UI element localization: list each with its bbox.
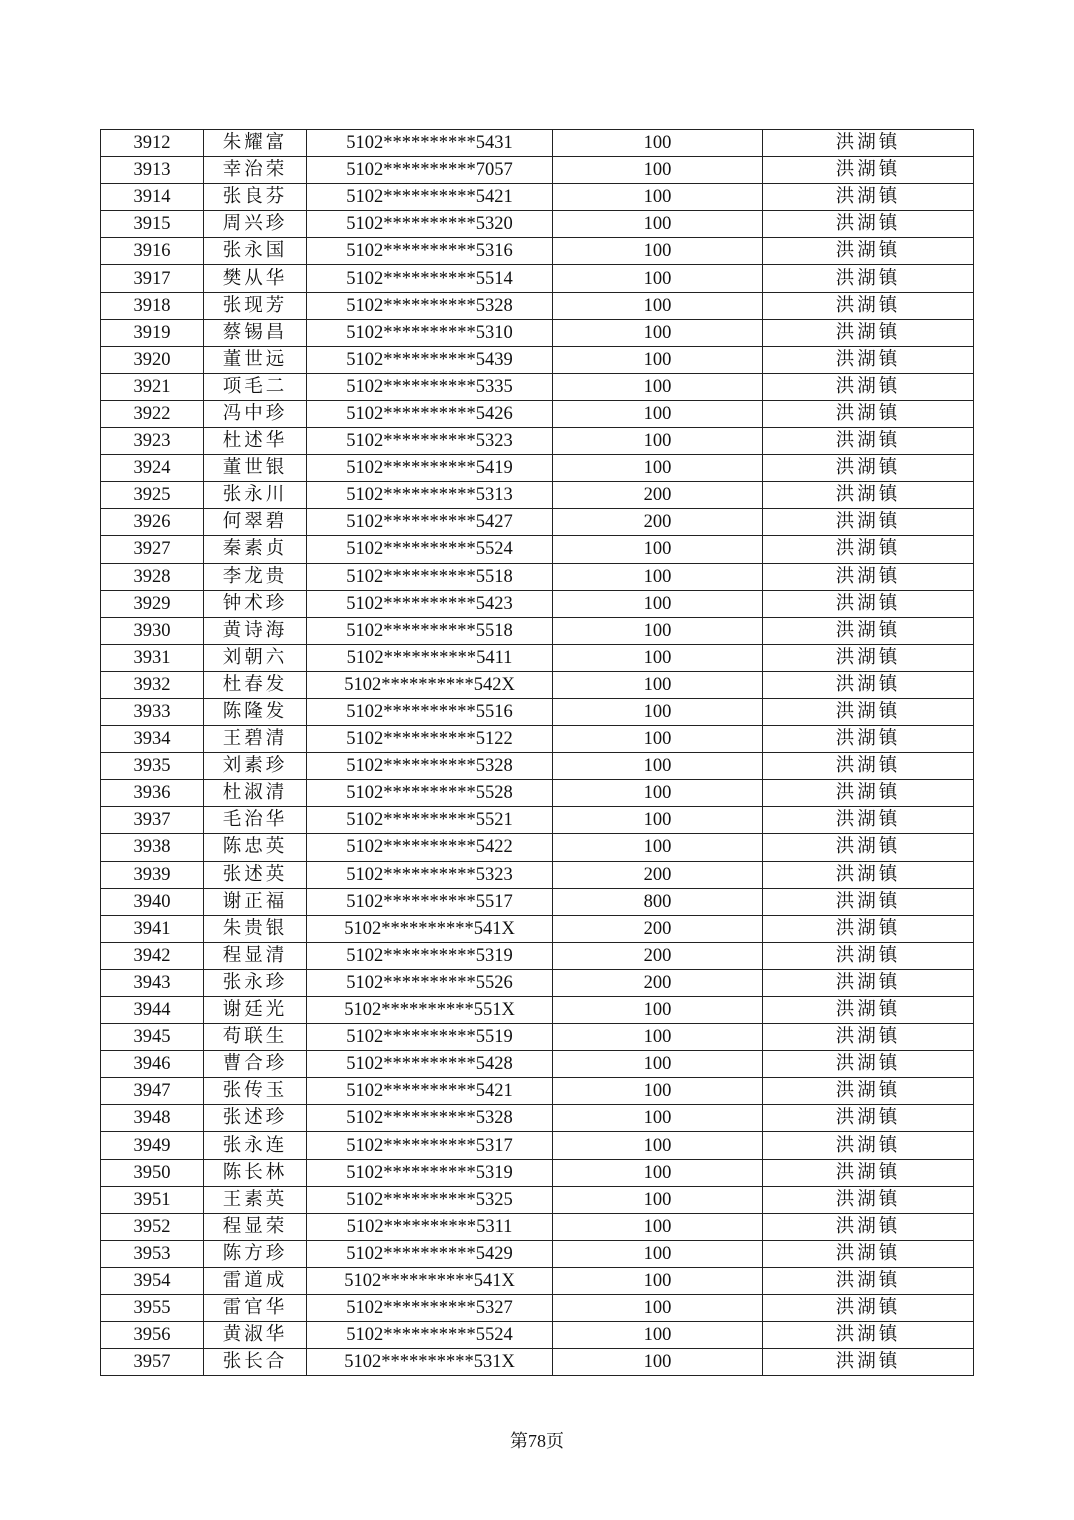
amount-cell: 100 bbox=[553, 563, 763, 590]
amount-cell: 100 bbox=[553, 644, 763, 671]
town-cell: 洪湖镇 bbox=[763, 373, 974, 400]
name-cell: 毛治华 bbox=[204, 807, 307, 834]
id-number-cell: 5102**********5428 bbox=[307, 1051, 553, 1078]
row-index-cell: 3948 bbox=[101, 1105, 204, 1132]
amount-cell: 100 bbox=[553, 1159, 763, 1186]
amount-cell: 100 bbox=[553, 753, 763, 780]
table-row bbox=[101, 915, 974, 942]
row-index-cell: 3940 bbox=[101, 888, 204, 915]
row-index-cell: 3937 bbox=[101, 807, 204, 834]
town-cell: 洪湖镇 bbox=[763, 1295, 974, 1322]
town-cell: 洪湖镇 bbox=[763, 1024, 974, 1051]
id-number-cell: 5102**********5526 bbox=[307, 969, 553, 996]
table-row bbox=[101, 1322, 974, 1349]
table-row bbox=[101, 536, 974, 563]
table-row bbox=[101, 292, 974, 319]
town-cell: 洪湖镇 bbox=[763, 1267, 974, 1294]
row-index-cell: 3953 bbox=[101, 1240, 204, 1267]
town-cell: 洪湖镇 bbox=[763, 753, 974, 780]
amount-cell: 100 bbox=[553, 1349, 763, 1376]
table-row bbox=[101, 780, 974, 807]
id-number-cell: 5102**********5518 bbox=[307, 617, 553, 644]
table-row bbox=[101, 1051, 974, 1078]
amount-cell: 100 bbox=[553, 1267, 763, 1294]
id-number-cell: 5102**********531X bbox=[307, 1349, 553, 1376]
town-cell: 洪湖镇 bbox=[763, 888, 974, 915]
amount-cell: 100 bbox=[553, 428, 763, 455]
table-row bbox=[101, 942, 974, 969]
id-number-cell: 5102**********5517 bbox=[307, 888, 553, 915]
name-cell: 朱贵银 bbox=[204, 915, 307, 942]
amount-cell: 100 bbox=[553, 1024, 763, 1051]
table-row bbox=[101, 319, 974, 346]
row-index-cell: 3919 bbox=[101, 319, 204, 346]
amount-cell: 100 bbox=[553, 1240, 763, 1267]
id-number-cell: 5102**********5328 bbox=[307, 1105, 553, 1132]
town-cell: 洪湖镇 bbox=[763, 1051, 974, 1078]
town-cell: 洪湖镇 bbox=[763, 861, 974, 888]
id-number-cell: 5102**********5422 bbox=[307, 834, 553, 861]
town-cell: 洪湖镇 bbox=[763, 726, 974, 753]
name-cell: 董世远 bbox=[204, 346, 307, 373]
town-cell: 洪湖镇 bbox=[763, 130, 974, 157]
table-row bbox=[101, 834, 974, 861]
amount-cell: 100 bbox=[553, 1295, 763, 1322]
town-cell: 洪湖镇 bbox=[763, 1240, 974, 1267]
row-index-cell: 3934 bbox=[101, 726, 204, 753]
row-index-cell: 3913 bbox=[101, 157, 204, 184]
row-index-cell: 3955 bbox=[101, 1295, 204, 1322]
name-cell: 张长合 bbox=[204, 1349, 307, 1376]
name-cell: 朱耀富 bbox=[204, 130, 307, 157]
id-number-cell: 5102**********5122 bbox=[307, 726, 553, 753]
table-row bbox=[101, 1024, 974, 1051]
id-number-cell: 5102**********5317 bbox=[307, 1132, 553, 1159]
name-cell: 苟联生 bbox=[204, 1024, 307, 1051]
table-row bbox=[101, 1349, 974, 1376]
amount-cell: 100 bbox=[553, 780, 763, 807]
amount-cell: 100 bbox=[553, 807, 763, 834]
table-row bbox=[101, 1078, 974, 1105]
amount-cell: 200 bbox=[553, 942, 763, 969]
row-index-cell: 3946 bbox=[101, 1051, 204, 1078]
table-row bbox=[101, 482, 974, 509]
amount-cell: 100 bbox=[553, 1105, 763, 1132]
name-cell: 周兴珍 bbox=[204, 211, 307, 238]
id-number-cell: 5102**********5528 bbox=[307, 780, 553, 807]
town-cell: 洪湖镇 bbox=[763, 482, 974, 509]
name-cell: 雷道成 bbox=[204, 1267, 307, 1294]
id-number-cell: 5102**********5323 bbox=[307, 428, 553, 455]
table-row bbox=[101, 509, 974, 536]
row-index-cell: 3951 bbox=[101, 1186, 204, 1213]
name-cell: 张永连 bbox=[204, 1132, 307, 1159]
table-row bbox=[101, 184, 974, 211]
id-number-cell: 5102**********542X bbox=[307, 671, 553, 698]
table-row bbox=[101, 698, 974, 725]
table-row bbox=[101, 1295, 974, 1322]
table-row bbox=[101, 888, 974, 915]
id-number-cell: 5102**********5439 bbox=[307, 346, 553, 373]
town-cell: 洪湖镇 bbox=[763, 807, 974, 834]
row-index-cell: 3957 bbox=[101, 1349, 204, 1376]
town-cell: 洪湖镇 bbox=[763, 292, 974, 319]
table-row bbox=[101, 1186, 974, 1213]
town-cell: 洪湖镇 bbox=[763, 915, 974, 942]
row-index-cell: 3914 bbox=[101, 184, 204, 211]
town-cell: 洪湖镇 bbox=[763, 1105, 974, 1132]
table-row bbox=[101, 617, 974, 644]
id-number-cell: 5102**********5328 bbox=[307, 753, 553, 780]
row-index-cell: 3917 bbox=[101, 265, 204, 292]
town-cell: 洪湖镇 bbox=[763, 1322, 974, 1349]
row-index-cell: 3932 bbox=[101, 671, 204, 698]
town-cell: 洪湖镇 bbox=[763, 1349, 974, 1376]
amount-cell: 100 bbox=[553, 671, 763, 698]
table-row bbox=[101, 130, 974, 157]
town-cell: 洪湖镇 bbox=[763, 644, 974, 671]
name-cell: 黄淑华 bbox=[204, 1322, 307, 1349]
name-cell: 王碧清 bbox=[204, 726, 307, 753]
amount-cell: 100 bbox=[553, 834, 763, 861]
id-number-cell: 5102**********5516 bbox=[307, 698, 553, 725]
name-cell: 张永川 bbox=[204, 482, 307, 509]
amount-cell: 100 bbox=[553, 130, 763, 157]
amount-cell: 100 bbox=[553, 400, 763, 427]
name-cell: 曹合珍 bbox=[204, 1051, 307, 1078]
table-row bbox=[101, 563, 974, 590]
amount-cell: 100 bbox=[553, 455, 763, 482]
town-cell: 洪湖镇 bbox=[763, 942, 974, 969]
table-row bbox=[101, 346, 974, 373]
town-cell: 洪湖镇 bbox=[763, 834, 974, 861]
town-cell: 洪湖镇 bbox=[763, 563, 974, 590]
amount-cell: 100 bbox=[553, 1051, 763, 1078]
row-index-cell: 3931 bbox=[101, 644, 204, 671]
table-row bbox=[101, 265, 974, 292]
name-cell: 谢正福 bbox=[204, 888, 307, 915]
town-cell: 洪湖镇 bbox=[763, 319, 974, 346]
row-index-cell: 3923 bbox=[101, 428, 204, 455]
id-number-cell: 5102**********5319 bbox=[307, 1159, 553, 1186]
name-cell: 杜春发 bbox=[204, 671, 307, 698]
amount-cell: 200 bbox=[553, 969, 763, 996]
id-number-cell: 5102**********5320 bbox=[307, 211, 553, 238]
amount-cell: 100 bbox=[553, 1322, 763, 1349]
row-index-cell: 3947 bbox=[101, 1078, 204, 1105]
town-cell: 洪湖镇 bbox=[763, 997, 974, 1024]
id-number-cell: 5102**********5426 bbox=[307, 400, 553, 427]
town-cell: 洪湖镇 bbox=[763, 590, 974, 617]
amount-cell: 100 bbox=[553, 184, 763, 211]
amount-cell: 100 bbox=[553, 265, 763, 292]
town-cell: 洪湖镇 bbox=[763, 428, 974, 455]
table-row bbox=[101, 373, 974, 400]
row-index-cell: 3926 bbox=[101, 509, 204, 536]
amount-cell: 800 bbox=[553, 888, 763, 915]
town-cell: 洪湖镇 bbox=[763, 509, 974, 536]
amount-cell: 100 bbox=[553, 997, 763, 1024]
amount-cell: 200 bbox=[553, 861, 763, 888]
town-cell: 洪湖镇 bbox=[763, 184, 974, 211]
name-cell: 冯中珍 bbox=[204, 400, 307, 427]
name-cell: 樊从华 bbox=[204, 265, 307, 292]
amount-cell: 100 bbox=[553, 726, 763, 753]
name-cell: 幸治荣 bbox=[204, 157, 307, 184]
row-index-cell: 3922 bbox=[101, 400, 204, 427]
amount-cell: 100 bbox=[553, 319, 763, 346]
row-index-cell: 3935 bbox=[101, 753, 204, 780]
id-number-cell: 5102**********5519 bbox=[307, 1024, 553, 1051]
table-row bbox=[101, 238, 974, 265]
name-cell: 张述英 bbox=[204, 861, 307, 888]
name-cell: 陈隆发 bbox=[204, 698, 307, 725]
row-index-cell: 3920 bbox=[101, 346, 204, 373]
town-cell: 洪湖镇 bbox=[763, 455, 974, 482]
row-index-cell: 3954 bbox=[101, 1267, 204, 1294]
id-number-cell: 5102**********5311 bbox=[307, 1213, 553, 1240]
name-cell: 黄诗海 bbox=[204, 617, 307, 644]
id-number-cell: 5102**********5421 bbox=[307, 184, 553, 211]
name-cell: 张现芳 bbox=[204, 292, 307, 319]
amount-cell: 100 bbox=[553, 346, 763, 373]
town-cell: 洪湖镇 bbox=[763, 400, 974, 427]
town-cell: 洪湖镇 bbox=[763, 1132, 974, 1159]
id-number-cell: 5102**********5325 bbox=[307, 1186, 553, 1213]
town-cell: 洪湖镇 bbox=[763, 969, 974, 996]
amount-cell: 100 bbox=[553, 590, 763, 617]
id-number-cell: 5102**********5514 bbox=[307, 265, 553, 292]
town-cell: 洪湖镇 bbox=[763, 1159, 974, 1186]
town-cell: 洪湖镇 bbox=[763, 238, 974, 265]
name-cell: 王素英 bbox=[204, 1186, 307, 1213]
row-index-cell: 3943 bbox=[101, 969, 204, 996]
row-index-cell: 3928 bbox=[101, 563, 204, 590]
id-number-cell: 5102**********5524 bbox=[307, 536, 553, 563]
row-index-cell: 3936 bbox=[101, 780, 204, 807]
table-row bbox=[101, 1267, 974, 1294]
name-cell: 何翠碧 bbox=[204, 509, 307, 536]
amount-cell: 100 bbox=[553, 1078, 763, 1105]
id-number-cell: 5102**********5521 bbox=[307, 807, 553, 834]
row-index-cell: 3950 bbox=[101, 1159, 204, 1186]
table-row bbox=[101, 1105, 974, 1132]
table-row bbox=[101, 997, 974, 1024]
table-row bbox=[101, 1240, 974, 1267]
id-number-cell: 5102**********5524 bbox=[307, 1322, 553, 1349]
amount-cell: 100 bbox=[553, 698, 763, 725]
row-index-cell: 3925 bbox=[101, 482, 204, 509]
id-number-cell: 5102**********5427 bbox=[307, 509, 553, 536]
amount-cell: 100 bbox=[553, 1186, 763, 1213]
town-cell: 洪湖镇 bbox=[763, 698, 974, 725]
name-cell: 陈方珍 bbox=[204, 1240, 307, 1267]
name-cell: 李龙贵 bbox=[204, 563, 307, 590]
town-cell: 洪湖镇 bbox=[763, 265, 974, 292]
name-cell: 秦素贞 bbox=[204, 536, 307, 563]
table-row bbox=[101, 428, 974, 455]
name-cell: 杜述华 bbox=[204, 428, 307, 455]
row-index-cell: 3933 bbox=[101, 698, 204, 725]
table-row bbox=[101, 726, 974, 753]
name-cell: 钟术珍 bbox=[204, 590, 307, 617]
name-cell: 雷官华 bbox=[204, 1295, 307, 1322]
name-cell: 张良芬 bbox=[204, 184, 307, 211]
row-index-cell: 3942 bbox=[101, 942, 204, 969]
id-number-cell: 5102**********5429 bbox=[307, 1240, 553, 1267]
table-row bbox=[101, 861, 974, 888]
amount-cell: 200 bbox=[553, 482, 763, 509]
row-index-cell: 3941 bbox=[101, 915, 204, 942]
id-number-cell: 5102**********5319 bbox=[307, 942, 553, 969]
table-row bbox=[101, 590, 974, 617]
id-number-cell: 5102**********7057 bbox=[307, 157, 553, 184]
table-row bbox=[101, 211, 974, 238]
amount-cell: 100 bbox=[553, 536, 763, 563]
row-index-cell: 3930 bbox=[101, 617, 204, 644]
name-cell: 刘朝六 bbox=[204, 644, 307, 671]
id-number-cell: 5102**********5423 bbox=[307, 590, 553, 617]
id-number-cell: 5102**********5421 bbox=[307, 1078, 553, 1105]
amount-cell: 100 bbox=[553, 373, 763, 400]
table-row bbox=[101, 969, 974, 996]
table-row bbox=[101, 644, 974, 671]
row-index-cell: 3939 bbox=[101, 861, 204, 888]
amount-cell: 100 bbox=[553, 1213, 763, 1240]
id-number-cell: 5102**********5310 bbox=[307, 319, 553, 346]
town-cell: 洪湖镇 bbox=[763, 346, 974, 373]
name-cell: 陈忠英 bbox=[204, 834, 307, 861]
id-number-cell: 5102**********5419 bbox=[307, 455, 553, 482]
row-index-cell: 3924 bbox=[101, 455, 204, 482]
table-row bbox=[101, 1159, 974, 1186]
amount-cell: 200 bbox=[553, 915, 763, 942]
row-index-cell: 3945 bbox=[101, 1024, 204, 1051]
town-cell: 洪湖镇 bbox=[763, 157, 974, 184]
town-cell: 洪湖镇 bbox=[763, 1213, 974, 1240]
row-index-cell: 3949 bbox=[101, 1132, 204, 1159]
amount-cell: 100 bbox=[553, 157, 763, 184]
id-number-cell: 5102**********5518 bbox=[307, 563, 553, 590]
name-cell: 张述珍 bbox=[204, 1105, 307, 1132]
town-cell: 洪湖镇 bbox=[763, 780, 974, 807]
town-cell: 洪湖镇 bbox=[763, 1186, 974, 1213]
town-cell: 洪湖镇 bbox=[763, 536, 974, 563]
amount-cell: 100 bbox=[553, 1132, 763, 1159]
name-cell: 程显荣 bbox=[204, 1213, 307, 1240]
id-number-cell: 5102**********551X bbox=[307, 997, 553, 1024]
row-index-cell: 3952 bbox=[101, 1213, 204, 1240]
id-number-cell: 5102**********5411 bbox=[307, 644, 553, 671]
name-cell: 陈长林 bbox=[204, 1159, 307, 1186]
table-row bbox=[101, 157, 974, 184]
amount-cell: 100 bbox=[553, 617, 763, 644]
name-cell: 蔡锡昌 bbox=[204, 319, 307, 346]
table-row bbox=[101, 753, 974, 780]
data-table bbox=[100, 129, 974, 1376]
amount-cell: 100 bbox=[553, 292, 763, 319]
name-cell: 董世银 bbox=[204, 455, 307, 482]
page-number: 第78页 bbox=[510, 1431, 564, 1451]
name-cell: 张传玉 bbox=[204, 1078, 307, 1105]
id-number-cell: 5102**********5323 bbox=[307, 861, 553, 888]
name-cell: 项毛二 bbox=[204, 373, 307, 400]
id-number-cell: 5102**********541X bbox=[307, 1267, 553, 1294]
name-cell: 杜淑清 bbox=[204, 780, 307, 807]
town-cell: 洪湖镇 bbox=[763, 617, 974, 644]
table-row bbox=[101, 807, 974, 834]
town-cell: 洪湖镇 bbox=[763, 211, 974, 238]
table-row bbox=[101, 671, 974, 698]
row-index-cell: 3929 bbox=[101, 590, 204, 617]
row-index-cell: 3912 bbox=[101, 130, 204, 157]
id-number-cell: 5102**********5431 bbox=[307, 130, 553, 157]
row-index-cell: 3938 bbox=[101, 834, 204, 861]
id-number-cell: 5102**********5327 bbox=[307, 1295, 553, 1322]
amount-cell: 200 bbox=[553, 509, 763, 536]
table-row bbox=[101, 1213, 974, 1240]
town-cell: 洪湖镇 bbox=[763, 671, 974, 698]
row-index-cell: 3956 bbox=[101, 1322, 204, 1349]
row-index-cell: 3915 bbox=[101, 211, 204, 238]
amount-cell: 100 bbox=[553, 238, 763, 265]
id-number-cell: 5102**********541X bbox=[307, 915, 553, 942]
name-cell: 谢廷光 bbox=[204, 997, 307, 1024]
row-index-cell: 3944 bbox=[101, 997, 204, 1024]
id-number-cell: 5102**********5316 bbox=[307, 238, 553, 265]
name-cell: 程显清 bbox=[204, 942, 307, 969]
row-index-cell: 3927 bbox=[101, 536, 204, 563]
table-body bbox=[101, 130, 974, 1376]
table-row bbox=[101, 455, 974, 482]
table-row bbox=[101, 1132, 974, 1159]
table-row bbox=[101, 400, 974, 427]
id-number-cell: 5102**********5313 bbox=[307, 482, 553, 509]
town-cell: 洪湖镇 bbox=[763, 1078, 974, 1105]
row-index-cell: 3921 bbox=[101, 373, 204, 400]
amount-cell: 100 bbox=[553, 211, 763, 238]
id-number-cell: 5102**********5328 bbox=[307, 292, 553, 319]
name-cell: 张永国 bbox=[204, 238, 307, 265]
row-index-cell: 3918 bbox=[101, 292, 204, 319]
row-index-cell: 3916 bbox=[101, 238, 204, 265]
name-cell: 刘素珍 bbox=[204, 753, 307, 780]
id-number-cell: 5102**********5335 bbox=[307, 373, 553, 400]
name-cell: 张永珍 bbox=[204, 969, 307, 996]
